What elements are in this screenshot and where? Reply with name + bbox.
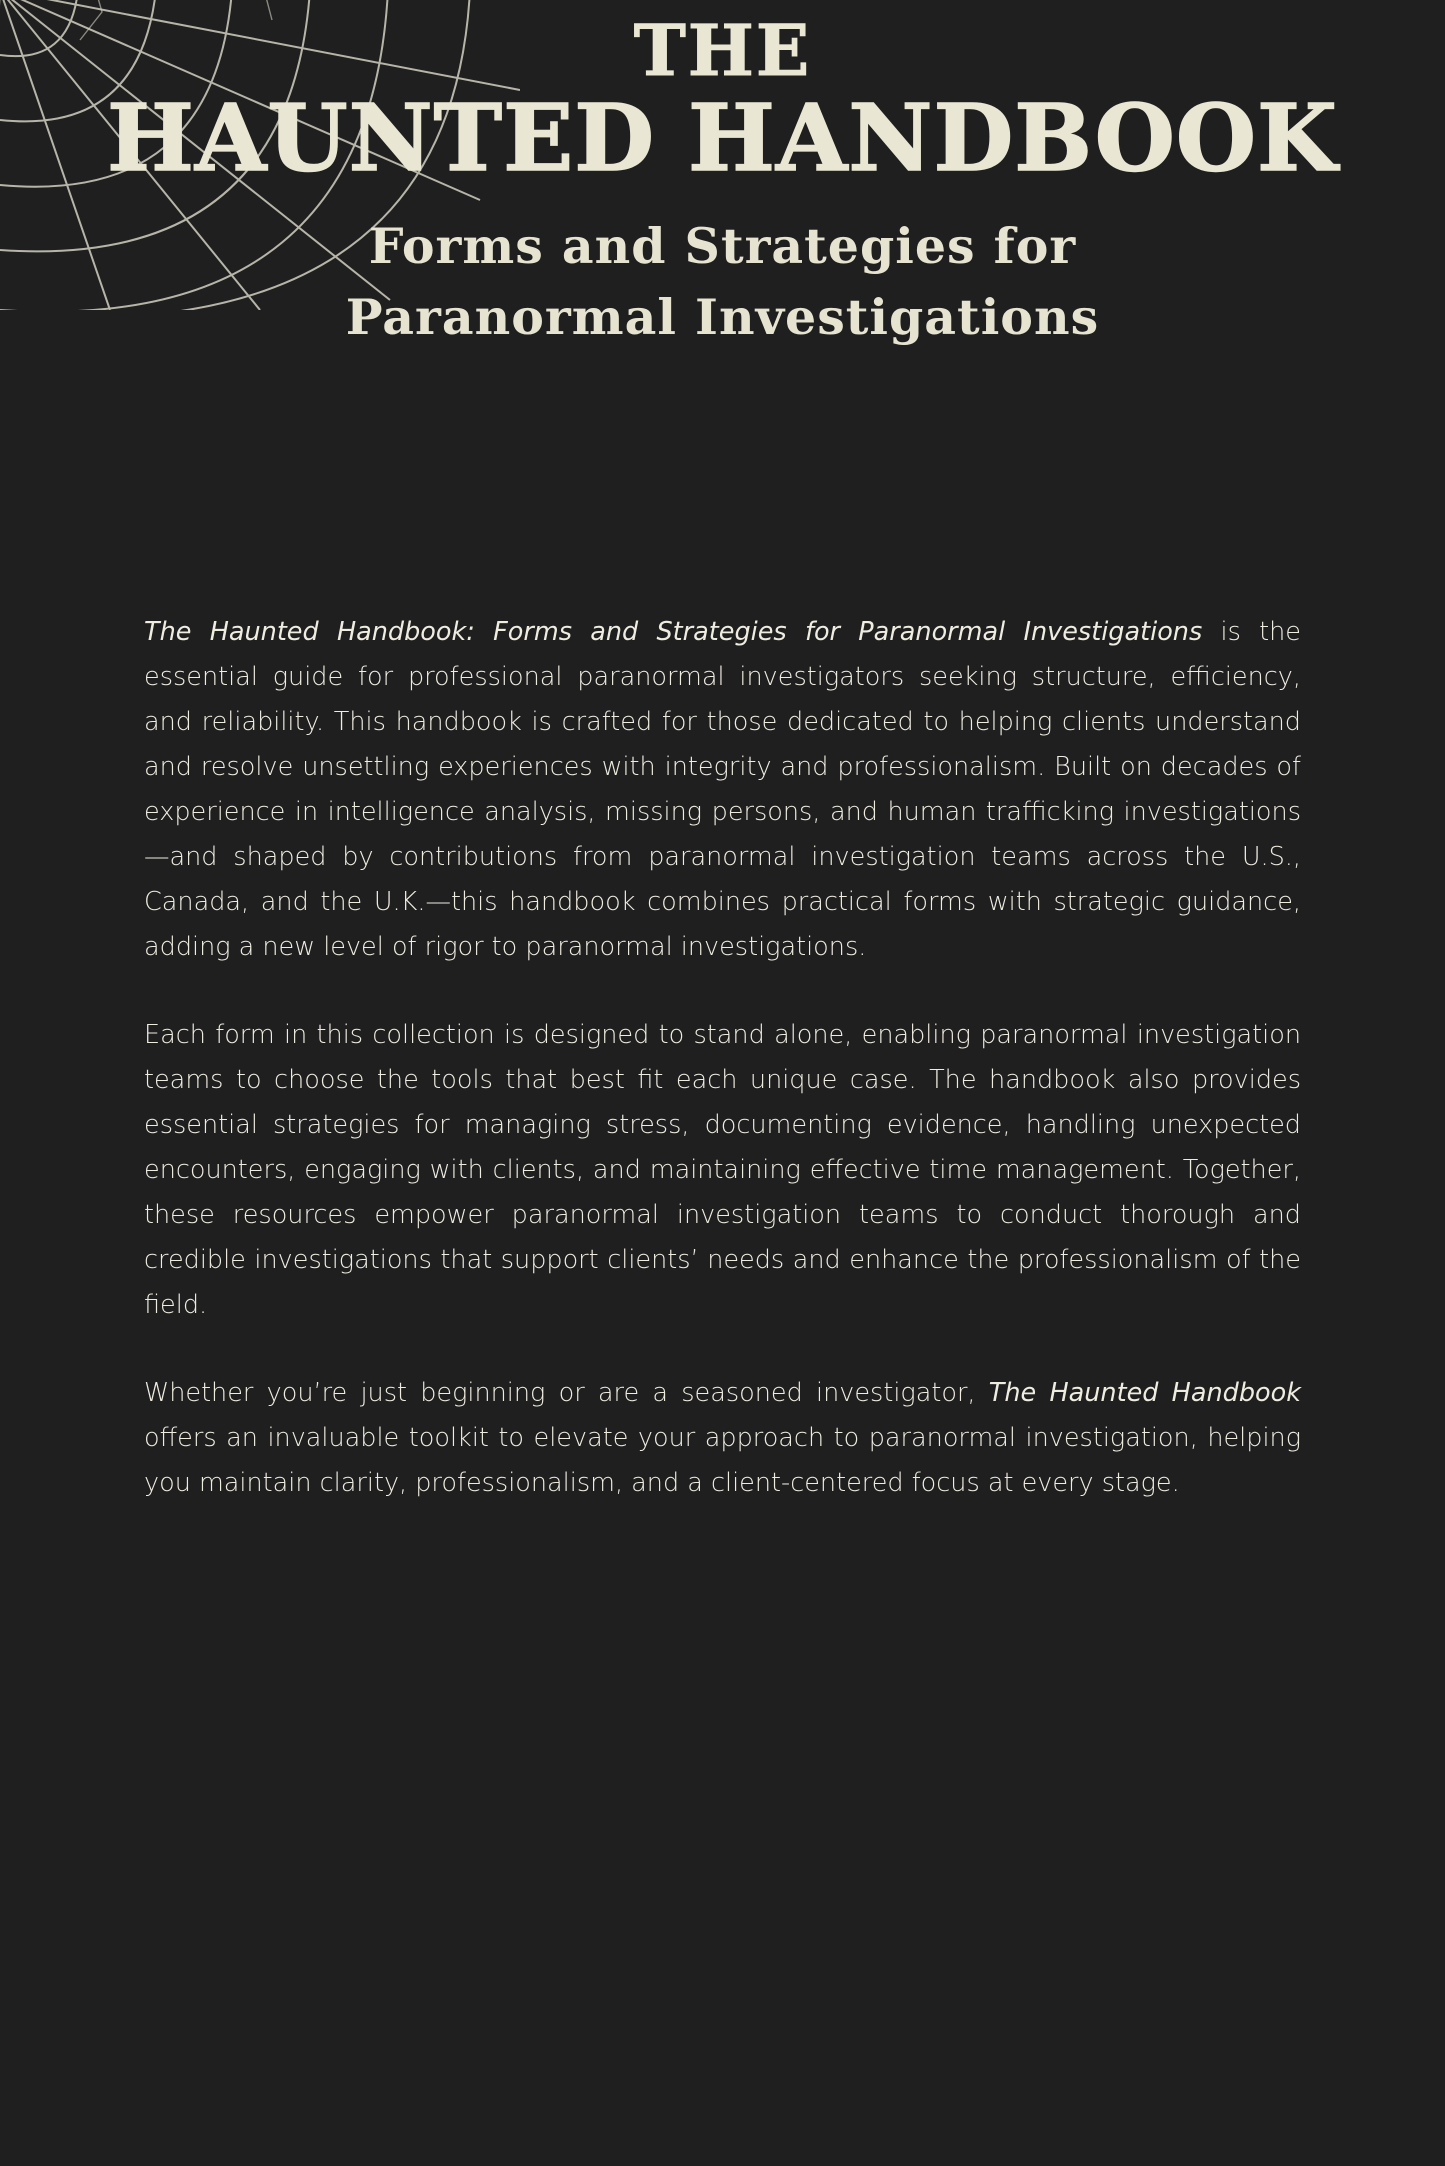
description-paragraph-2: Each form in this collection is designed to stand alone, enabling paranormal investigation teams to choose the tools that best fit each unique case. The handbook also provides essential strategies for managing stress, documenting evidence, handling unexpected encounters, engaging with clients, and maintaining effective time management. Together, these resources empower paranormal investigation teams to conduct thorough and credible investigations that support clients’ needs and enhance the professionalism of the field. — [144, 1020, 1301, 1320]
description-paragraph-1-body: is the essential guide for professional paranormal investigators seeking structure, efficiency, and reliability. This handbook is crafted for those dedicated to helping clients understand and resolve unsettling experiences with integrity and professionalism. Built on decades of experience in intelligence analysis, missing persons, and human trafficking investigations—and shaped by contributions from paranormal investigation teams across the U.S., Canada, and the U.K.—this handbook combines practical forms with strategic guidance, adding a new level of rigor to paranormal investigations. — [144, 617, 1301, 962]
book-subtitle — [0, 211, 1445, 353]
book-description — [144, 610, 1301, 1506]
description-paragraph-1-title: The Haunted Handbook: Forms and Strategies for Paranormal Investigations — [144, 617, 1203, 647]
description-paragraph-3-part-2: offers an invaluable toolkit to elevate your approach to paranormal investigation, helping you maintain clarity, professionalism, and a client-centered focus at every stage. — [144, 1423, 1301, 1498]
book-title-line-1: THE — [633, 9, 812, 92]
description-paragraph-3-title: The Haunted Handbook — [988, 1378, 1301, 1408]
description-paragraph-1 — [144, 610, 1301, 970]
book-title-line-2: HAUNTED HANDBOOK — [107, 83, 1338, 192]
book-subtitle-line-1: Forms and Strategies for — [368, 216, 1077, 275]
description-paragraph-3 — [144, 1371, 1301, 1506]
cover-header — [0, 0, 1445, 353]
book-subtitle-line-2: Paranormal Investigations — [345, 287, 1100, 346]
description-paragraph-3-part-1: Whether you’re just beginning or are a seasoned investigator, — [144, 1378, 989, 1408]
